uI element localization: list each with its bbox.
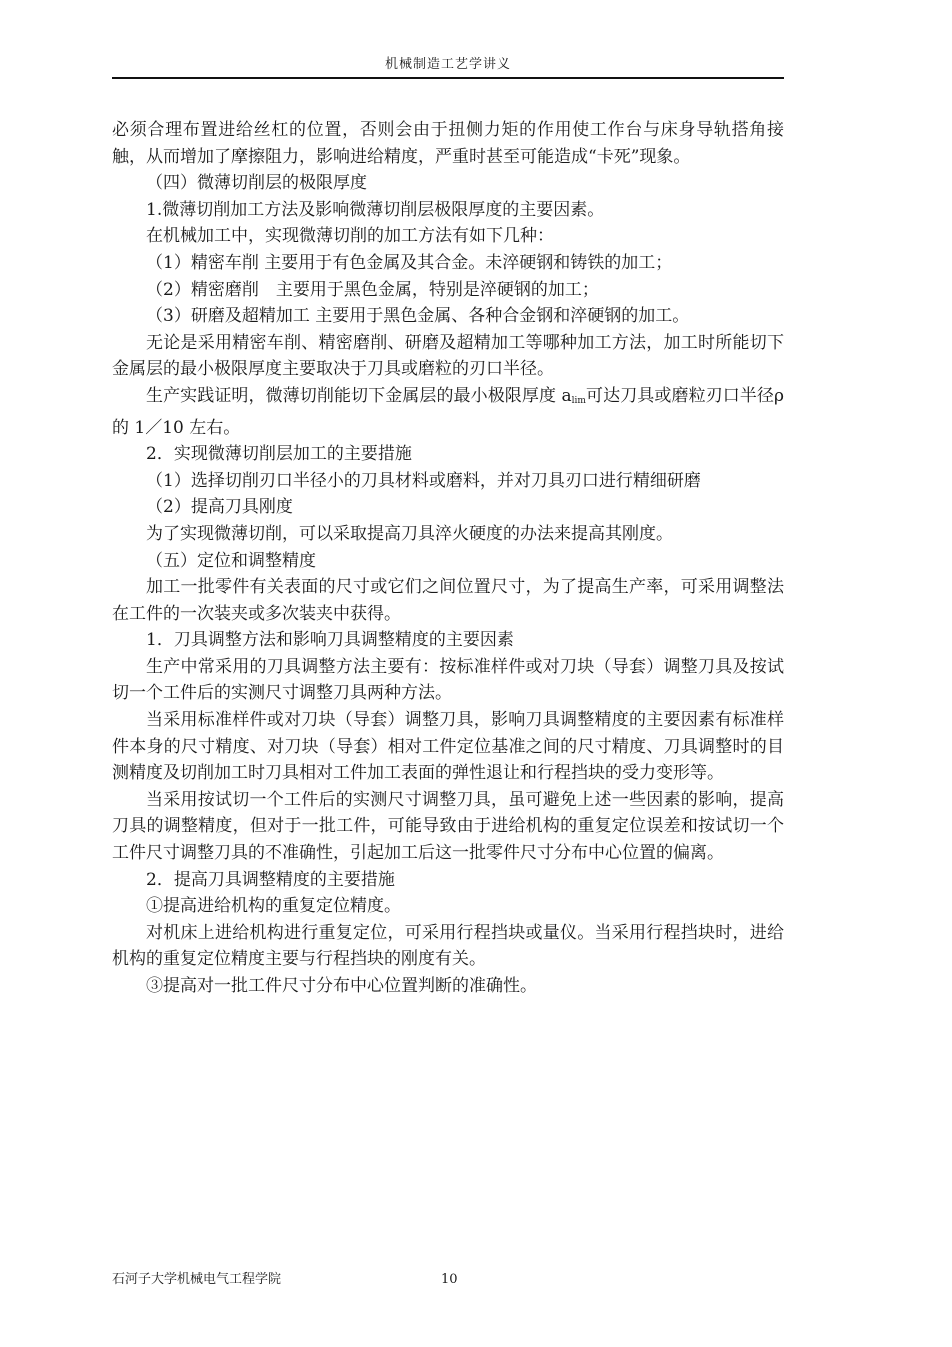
subsection-heading-1b: 1．刀具调整方法和影响刀具调整精度的主要因素	[146, 630, 514, 651]
paragraph: 生产中常采用的刀具调整方法主要有：按标准样件或对刀块（导套）调整刀具及按试切一个工件后的实测尺寸调整刀具两种方法。	[112, 656, 784, 704]
paragraph: 当采用标准样件或对刀块（导套）调整刀具，影响刀具调整精度的主要因素有标准样件本身的尺寸精度、对刀块（导套）相对工件定位基准之间的尺寸精度、刀具调整时的目测精度及切削加工时刀具相对工件加工表面的弹性退让和行程挡块的受力变形等。	[112, 710, 784, 784]
paragraph-part: 生产实践证明，微薄切削能切下金属层的最小极限厚度 a	[146, 385, 572, 406]
header-divider	[112, 77, 784, 79]
subsection-heading-2b: 2．提高刀具调整精度的主要措施	[146, 869, 395, 890]
list-item: ①提高进给机构的重复定位精度。	[146, 896, 401, 917]
section-heading-5: （五）定位和调整精度	[146, 550, 316, 571]
list-item: （2）提高刀具刚度	[146, 497, 293, 518]
list-item: （3）研磨及超精加工 主要用于黑色金属、各种合金钢和淬硬钢的加工。	[146, 306, 690, 327]
body-text	[112, 117, 784, 1000]
page-number: 10	[441, 1272, 458, 1287]
paragraph: 加工一批零件有关表面的尺寸或它们之间位置尺寸，为了提高生产率，可采用调整法在工件的一次装夹或多次装夹中获得。	[112, 577, 784, 624]
footer-school: 石河子大学机械电气工程学院	[112, 1272, 282, 1287]
list-item: （1）选择切削刃口半径小的刀具材料或磨料，并对刀具刃口进行精细研磨	[146, 470, 701, 491]
list-item: ③提高对一批工件尺寸分布中心位置判断的准确性。	[146, 976, 537, 996]
section-heading-4: （四）微薄切削层的极限厚度	[146, 173, 367, 194]
paragraph-part: 可达刀具或磨粒刃口半径ρ的 1／10 左右。	[112, 385, 784, 438]
paragraph-with-subscript	[112, 383, 784, 441]
list-item: （2）精密磨削 主要用于黑色金属，特别是淬硬钢的加工；	[146, 279, 599, 300]
paragraph-continuation: 必须合理布置进给丝杠的位置，否则会由于扭侧力矩的作用使工作台与床身导轨搭角接触，从而增加了摩擦阻力，影响进给精度，严重时甚至可能造成“卡死”现象。	[112, 120, 784, 167]
paragraph: 在机械加工中，实现微薄切削的加工方法有如下几种：	[146, 226, 554, 247]
paragraph: 对机床上进给机构进行重复定位，可采用行程挡块或量仪。当采用行程挡块时，进给机构的重复定位精度主要与行程挡块的刚度有关。	[112, 922, 784, 970]
header-title: 机械制造工艺学讲义	[384, 57, 511, 72]
list-item: （1）精密车削 主要用于有色金属及其合金。未淬硬钢和铸铁的加工；	[146, 252, 673, 273]
paragraph: 无论是采用精密车削、精密磨削、研磨及超精加工等哪种加工方法，加工时所能切下金属层的最小极限厚度主要取决于刀具或磨粒的刃口半径。	[112, 332, 784, 380]
subscript-lim: lim	[571, 395, 586, 406]
subsection-heading-1: 1.微薄切削加工方法及影响微薄切削层极限厚度的主要因素。	[146, 199, 605, 220]
subsection-heading-2: 2．实现微薄切削层加工的主要措施	[146, 444, 412, 465]
paragraph: 为了实现微薄切削，可以采取提高刀具淬火硬度的办法来提高其刚度。	[146, 523, 673, 544]
paragraph: 当采用按试切一个工件后的实测尺寸调整刀具，虽可避免上述一些因素的影响，提高刀具的调整精度，但对于一批工件，可能导致由于进给机构的重复定位误差和按试切一个工件尺寸调整刀具的不准确性，引起加工后这一批零件尺寸分布中心位置的偏离。	[112, 789, 784, 864]
